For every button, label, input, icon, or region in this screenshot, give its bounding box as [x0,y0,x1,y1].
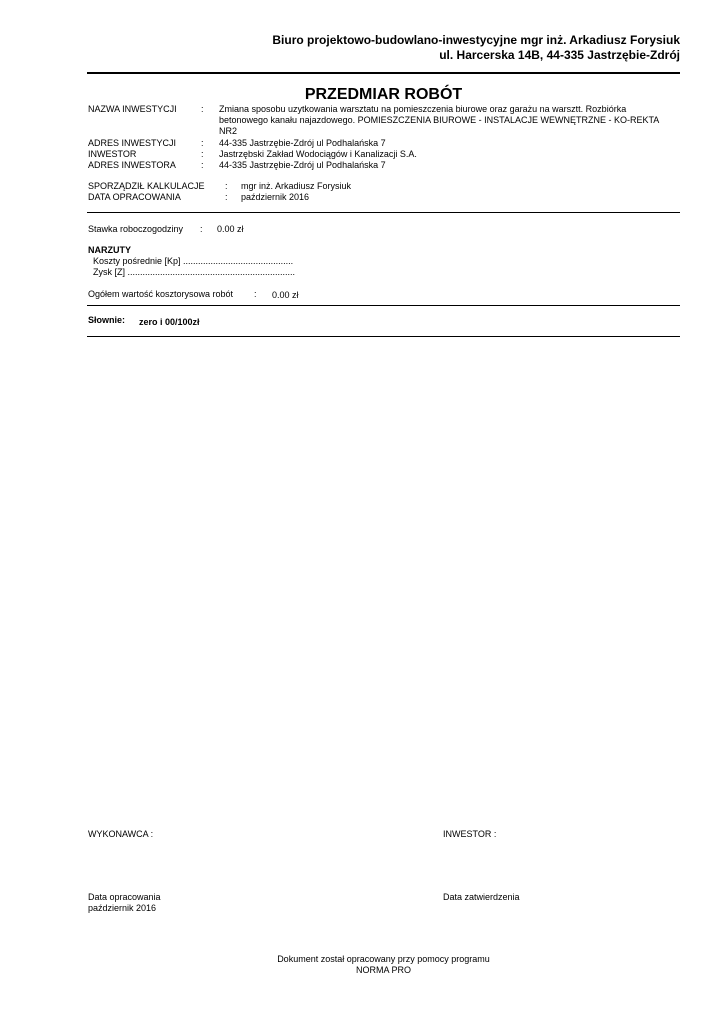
investment-address-label: ADRES INWESTYCJI [88,138,177,148]
prep-date-value: październik 2016 [88,903,157,913]
contractor-label: WYKONAWCA : [88,829,154,839]
total-value: 0.00 zł [272,290,299,300]
footer-note-line2: NORMA PRO [355,965,411,975]
colon: : [225,192,228,202]
total-label: Ogółem wartość kosztorysowa robót [88,289,234,299]
markups-heading: NARZUTY [88,245,131,255]
investor-signature-label: INWESTOR : [443,829,497,839]
investor-value: Jastrzębski Zakład Wodociągów i Kanalizacji S.A. [219,149,417,159]
prep-date-label: Data opracowania [88,892,161,902]
colon: : [201,138,204,148]
colon: : [225,181,228,191]
colon: : [201,149,204,159]
investor-label: INWESTOR [88,149,137,159]
date-label: DATA OPRACOWANIA [88,192,181,202]
prepared-by-value: mgr inż. Arkadiusz Forysiuk [241,181,352,191]
colon: : [254,289,257,299]
investment-name-label: NAZWA INWESTYCJI [88,104,177,114]
company-name: Biuro projektowo-budowlano-inwestycyjne mgr inż. Arkadiusz Forysiuk [272,33,680,47]
approval-date-label: Data zatwierdzenia [443,892,520,902]
investment-name-value: Zmiana sposobu uzytkowania warsztatu na pomieszczenia biurowe oraz garażu na warsztt. Rozbiórka betonowego kanału najazdowego. POMIESZCZENIA BIUROWE - INSTALACJE WEWNĘTRZNE - KO-REKTA NR2 [219,104,659,136]
section-divider [87,336,680,337]
colon: : [201,160,204,170]
footer-note-line1: Dokument został opracowany przy pomocy programu [277,954,490,964]
in-words-value: zero i 00/100zł [139,317,200,327]
in-words-label: Słownie: [88,315,126,325]
profit-line: Zysk [Z] ................................................................... [93,267,296,277]
hourly-rate-value: 0.00 zł [217,224,244,234]
section-divider [87,305,680,306]
investor-address-label: ADRES INWESTORA [88,160,176,170]
section-divider [87,212,680,213]
investor-address-value: 44-335 Jastrzębie-Zdrój ul Podhalańska 7 [219,160,386,170]
document-title: PRZEDMIAR ROBÓT [304,86,463,103]
prepared-by-label: SPORZĄDZIŁ KALKULACJE [88,181,205,191]
company-address: ul. Harcerska 14B, 44-335 Jastrzębie-Zdrój [439,48,680,62]
colon: : [201,104,204,114]
investment-address-value: 44-335 Jastrzębie-Zdrój ul Podhalańska 7 [219,138,386,148]
hourly-rate-label: Stawka roboczogodziny [88,224,184,234]
header-divider [87,72,680,74]
colon: : [200,224,203,234]
indirect-costs-line: Koszty pośrednie [Kp] ............................................ [93,256,294,266]
date-value: październik 2016 [241,192,310,202]
